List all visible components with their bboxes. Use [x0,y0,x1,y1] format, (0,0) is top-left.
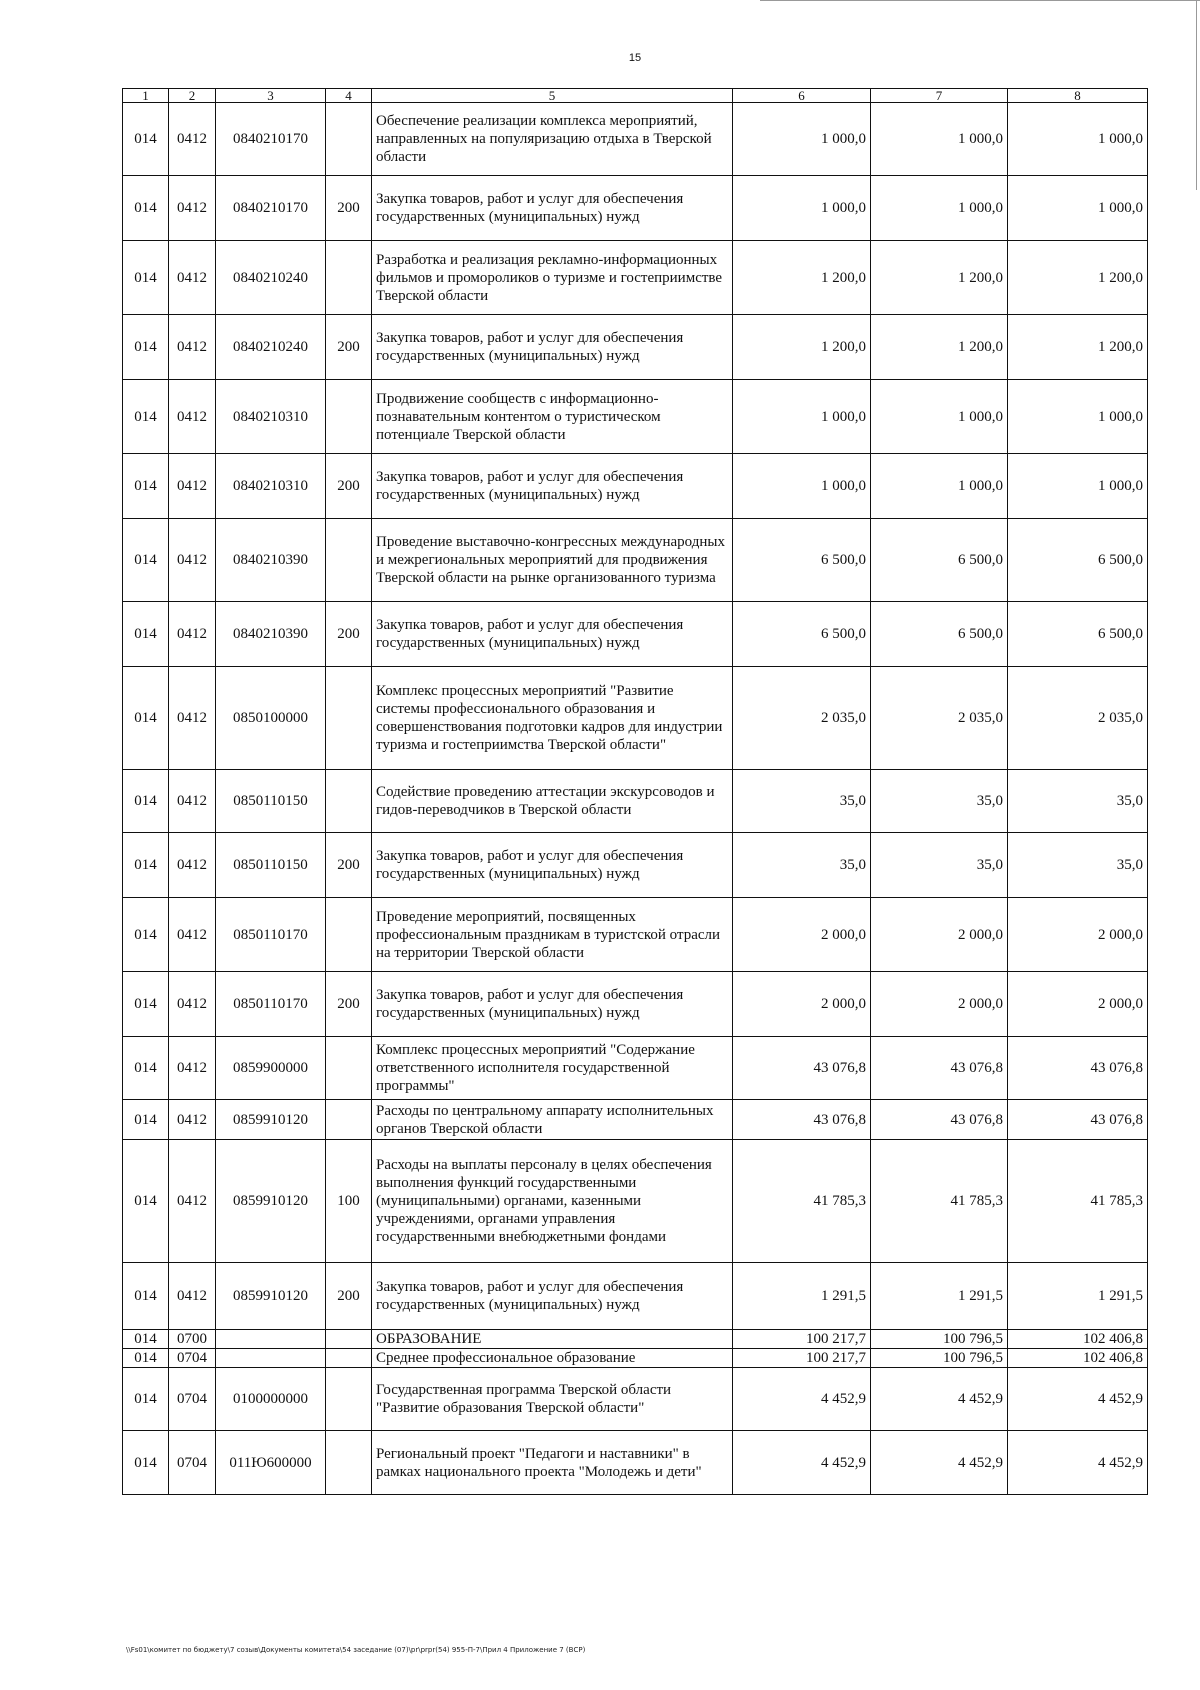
table-cell-c5: Содействие проведению аттестации экскурсоводов и гидов-переводчиков в Тверской области [372,770,733,833]
table-cell-c5: Разработка и реализация рекламно-информационных фильмов и промороликов о туризме и гостеприимстве Тверской области [372,241,733,315]
table-body [123,103,1148,1495]
table-row [123,972,1148,1037]
table-cell-c5: Обеспечение реализации комплекса мероприятий, направленных на популяризацию отдыха в Тверской области [372,103,733,176]
table-cell-c3: 0840210310 [216,454,326,519]
table-cell-c3: 0840210240 [216,241,326,315]
table-cell-c7: 100 796,5 [871,1349,1008,1368]
table-row [123,1263,1148,1330]
table-cell-c1: 014 [123,1263,169,1330]
table-cell-c2: 0412 [169,833,216,898]
table-cell-c1: 014 [123,602,169,667]
table-cell-c7: 1 000,0 [871,103,1008,176]
table-row [123,1349,1148,1368]
table-cell-c8: 35,0 [1008,770,1148,833]
table-cell-c7: 2 035,0 [871,667,1008,770]
table-cell-c3: 0840210390 [216,519,326,602]
table-cell-c5: Среднее профессиональное образование [372,1349,733,1368]
table-cell-c7: 1 291,5 [871,1263,1008,1330]
table-cell-c5: Проведение выставочно-конгрессных международных и межрегиональных мероприятий для продвижения Тверской области на рынке организованного туризма [372,519,733,602]
column-header-3: 3 [216,89,326,103]
table-cell-c1: 014 [123,241,169,315]
table-cell-c8: 35,0 [1008,833,1148,898]
table-cell-c7: 35,0 [871,770,1008,833]
table-cell-c1: 014 [123,315,169,380]
table-cell-c6: 6 500,0 [733,519,871,602]
table-cell-c7: 1 000,0 [871,380,1008,454]
table-cell-c3: 0840210170 [216,176,326,241]
table-cell-c2: 0412 [169,898,216,972]
table-cell-c1: 014 [123,898,169,972]
table-cell-c4: 200 [326,833,372,898]
table-cell-c3: 0840210170 [216,103,326,176]
table-row [123,454,1148,519]
table-cell-c8: 43 076,8 [1008,1037,1148,1100]
table-cell-c6: 1 000,0 [733,454,871,519]
table-cell-c4: 200 [326,972,372,1037]
table-row [123,898,1148,972]
page-number: 15 [628,52,642,64]
table-cell-c7: 43 076,8 [871,1100,1008,1140]
table-cell-c3 [216,1330,326,1349]
table-cell-c3: 0100000000 [216,1368,326,1431]
table-cell-c4 [326,898,372,972]
table-row [123,1037,1148,1100]
column-header-4: 4 [326,89,372,103]
column-header-6: 6 [733,89,871,103]
table-cell-c1: 014 [123,1431,169,1495]
table-row [123,380,1148,454]
table-cell-c6: 1 291,5 [733,1263,871,1330]
table-cell-c4 [326,519,372,602]
column-header-2: 2 [169,89,216,103]
table-cell-c1: 014 [123,1140,169,1263]
scan-artifact-top [760,0,1200,1]
table-cell-c5: Региональный проект "Педагоги и наставники" в рамках национального проекта "Молодежь и дети" [372,1431,733,1495]
table-row [123,1368,1148,1431]
table-cell-c6: 2 000,0 [733,898,871,972]
table-cell-c7: 2 000,0 [871,898,1008,972]
header-row [123,89,1148,103]
table-cell-c7: 43 076,8 [871,1037,1008,1100]
table-cell-c6: 6 500,0 [733,602,871,667]
table-cell-c6: 43 076,8 [733,1037,871,1100]
table-cell-c8: 1 200,0 [1008,241,1148,315]
table-row [123,602,1148,667]
table-cell-c3: 0850110150 [216,833,326,898]
table-cell-c6: 41 785,3 [733,1140,871,1263]
table-cell-c1: 014 [123,770,169,833]
table-cell-c6: 35,0 [733,833,871,898]
table-row [123,519,1148,602]
table-cell-c7: 1 000,0 [871,176,1008,241]
table-cell-c6: 2 000,0 [733,972,871,1037]
table-cell-c1: 014 [123,176,169,241]
table-cell-c1: 014 [123,1330,169,1349]
table-cell-c7: 1 000,0 [871,454,1008,519]
table-cell-c2: 0412 [169,519,216,602]
table-cell-c8: 6 500,0 [1008,519,1148,602]
table-cell-c4: 200 [326,602,372,667]
table-cell-c1: 014 [123,972,169,1037]
table-cell-c2: 0412 [169,176,216,241]
table-row [123,103,1148,176]
table-cell-c8: 1 000,0 [1008,380,1148,454]
table-cell-c6: 1 000,0 [733,380,871,454]
table-cell-c7: 41 785,3 [871,1140,1008,1263]
column-header-5: 5 [372,89,733,103]
table-cell-c2: 0412 [169,454,216,519]
table-cell-c3: 0859910120 [216,1263,326,1330]
table-cell-c8: 2 000,0 [1008,898,1148,972]
table-cell-c3: 0840210240 [216,315,326,380]
table-cell-c4 [326,770,372,833]
table-cell-c2: 0412 [169,1100,216,1140]
table-cell-c4 [326,1100,372,1140]
table-cell-c8: 4 452,9 [1008,1368,1148,1431]
table-cell-c4: 200 [326,315,372,380]
table-cell-c5: Закупка товаров, работ и услуг для обеспечения государственных (муниципальных) нужд [372,602,733,667]
table-cell-c5: Закупка товаров, работ и услуг для обеспечения государственных (муниципальных) нужд [372,176,733,241]
table-cell-c6: 2 035,0 [733,667,871,770]
table-cell-c8: 1 000,0 [1008,454,1148,519]
table-row [123,1330,1148,1349]
table-cell-c8: 2 035,0 [1008,667,1148,770]
table-cell-c3: 0850110170 [216,972,326,1037]
table-cell-c1: 014 [123,833,169,898]
table-cell-c4 [326,241,372,315]
table-cell-c2: 0412 [169,380,216,454]
budget-table [122,88,1148,1495]
table-cell-c6: 1 000,0 [733,176,871,241]
table-cell-c3: 0850100000 [216,667,326,770]
table-cell-c8: 41 785,3 [1008,1140,1148,1263]
table-row [123,176,1148,241]
table-cell-c2: 0412 [169,315,216,380]
table-cell-c2: 0704 [169,1431,216,1495]
table-cell-c6: 1 200,0 [733,315,871,380]
table-cell-c8: 1 000,0 [1008,103,1148,176]
table-cell-c6: 4 452,9 [733,1431,871,1495]
table-cell-c2: 0412 [169,770,216,833]
table-cell-c4 [326,1349,372,1368]
table-cell-c1: 014 [123,1100,169,1140]
table-cell-c8: 102 406,8 [1008,1330,1148,1349]
footer-file-path: \\Fs01\комитет по бюджету\7 созыв\Документы комитета\54 заседание (07)\pr\prpr(54) 955-П-7\Прил 4 Приложение 7 (ВСР) [126,1646,586,1654]
table-cell-c7: 1 200,0 [871,315,1008,380]
table-cell-c2: 0700 [169,1330,216,1349]
column-header-7: 7 [871,89,1008,103]
table-cell-c3: 0840210310 [216,380,326,454]
table-cell-c6: 4 452,9 [733,1368,871,1431]
table-cell-c3: 0850110170 [216,898,326,972]
table-cell-c7: 4 452,9 [871,1431,1008,1495]
table-cell-c7: 2 000,0 [871,972,1008,1037]
table-cell-c5: Закупка товаров, работ и услуг для обеспечения государственных (муниципальных) нужд [372,1263,733,1330]
table-cell-c8: 1 291,5 [1008,1263,1148,1330]
table-cell-c8: 102 406,8 [1008,1349,1148,1368]
table-cell-c7: 1 200,0 [871,241,1008,315]
table-cell-c8: 6 500,0 [1008,602,1148,667]
table-cell-c5: Закупка товаров, работ и услуг для обеспечения государственных (муниципальных) нужд [372,972,733,1037]
table-cell-c2: 0412 [169,602,216,667]
table-cell-c1: 014 [123,380,169,454]
table-cell-c3: 0850110150 [216,770,326,833]
table-cell-c7: 4 452,9 [871,1368,1008,1431]
table-row [123,241,1148,315]
table-cell-c2: 0412 [169,241,216,315]
table-cell-c8: 43 076,8 [1008,1100,1148,1140]
table-cell-c4 [326,667,372,770]
table-cell-c4: 200 [326,1263,372,1330]
table-cell-c5: ОБРАЗОВАНИЕ [372,1330,733,1349]
table-cell-c3: 0859900000 [216,1037,326,1100]
table-cell-c4: 100 [326,1140,372,1263]
table-cell-c1: 014 [123,1368,169,1431]
table-row [123,833,1148,898]
table-cell-c5: Комплекс процессных мероприятий "Содержание ответственного исполнителя государственной программы" [372,1037,733,1100]
table-row [123,1431,1148,1495]
table-cell-c7: 6 500,0 [871,602,1008,667]
table-cell-c4 [326,1037,372,1100]
table-cell-c6: 100 217,7 [733,1349,871,1368]
table-cell-c6: 35,0 [733,770,871,833]
table-cell-c3 [216,1349,326,1368]
table-cell-c5: Комплекс процессных мероприятий "Развитие системы профессионального образования и совершенствования подготовки кадров для индустрии туризма и гостеприимства Тверской области" [372,667,733,770]
table-cell-c2: 0704 [169,1368,216,1431]
table-cell-c2: 0412 [169,1037,216,1100]
table-cell-c7: 100 796,5 [871,1330,1008,1349]
table-row [123,1140,1148,1263]
table-cell-c6: 43 076,8 [733,1100,871,1140]
column-header-1: 1 [123,89,169,103]
column-header-8: 8 [1008,89,1148,103]
table-cell-c2: 0412 [169,1140,216,1263]
table-cell-c6: 1 200,0 [733,241,871,315]
table-cell-c1: 014 [123,667,169,770]
table-cell-c2: 0412 [169,103,216,176]
table-cell-c3: 0859910120 [216,1140,326,1263]
table-cell-c2: 0412 [169,667,216,770]
table-cell-c6: 1 000,0 [733,103,871,176]
table-cell-c2: 0412 [169,972,216,1037]
table-cell-c7: 6 500,0 [871,519,1008,602]
table-cell-c3: 011Ю600000 [216,1431,326,1495]
table-cell-c6: 100 217,7 [733,1330,871,1349]
table-cell-c3: 0840210390 [216,602,326,667]
table-row [123,770,1148,833]
table-cell-c1: 014 [123,519,169,602]
table-row [123,667,1148,770]
table-cell-c8: 1 000,0 [1008,176,1148,241]
table-cell-c1: 014 [123,1037,169,1100]
table-cell-c5: Государственная программа Тверской области "Развитие образования Тверской области" [372,1368,733,1431]
table-cell-c5: Расходы по центральному аппарату исполнительных органов Тверской области [372,1100,733,1140]
table-cell-c1: 014 [123,103,169,176]
table-cell-c5: Расходы на выплаты персоналу в целях обеспечения выполнения функций государственными (муниципальными) органами, казенными учреждениями, органами управления государственными внебюджетными фондами [372,1140,733,1263]
table-cell-c1: 014 [123,1349,169,1368]
table-cell-c4 [326,103,372,176]
table-cell-c5: Проведение мероприятий, посвященных профессиональным праздникам в туристской отрасли на территории Тверской области [372,898,733,972]
table-cell-c7: 35,0 [871,833,1008,898]
table-cell-c1: 014 [123,454,169,519]
table-cell-c5: Закупка товаров, работ и услуг для обеспечения государственных (муниципальных) нужд [372,315,733,380]
table-cell-c5: Закупка товаров, работ и услуг для обеспечения государственных (муниципальных) нужд [372,454,733,519]
table-cell-c2: 0704 [169,1349,216,1368]
table-cell-c8: 1 200,0 [1008,315,1148,380]
scan-artifact-right [1196,0,1197,190]
table-cell-c8: 2 000,0 [1008,972,1148,1037]
table-cell-c4 [326,1368,372,1431]
table-cell-c8: 4 452,9 [1008,1431,1148,1495]
table-cell-c4 [326,380,372,454]
table-cell-c4: 200 [326,176,372,241]
table-row [123,315,1148,380]
table-row [123,1100,1148,1140]
table-cell-c4: 200 [326,454,372,519]
table-cell-c3: 0859910120 [216,1100,326,1140]
table-cell-c4 [326,1431,372,1495]
table-cell-c2: 0412 [169,1263,216,1330]
table-cell-c4 [326,1330,372,1349]
table-cell-c5: Продвижение сообществ с информационно-познавательным контентом о туристическом потенциале Тверской области [372,380,733,454]
table-cell-c5: Закупка товаров, работ и услуг для обеспечения государственных (муниципальных) нужд [372,833,733,898]
